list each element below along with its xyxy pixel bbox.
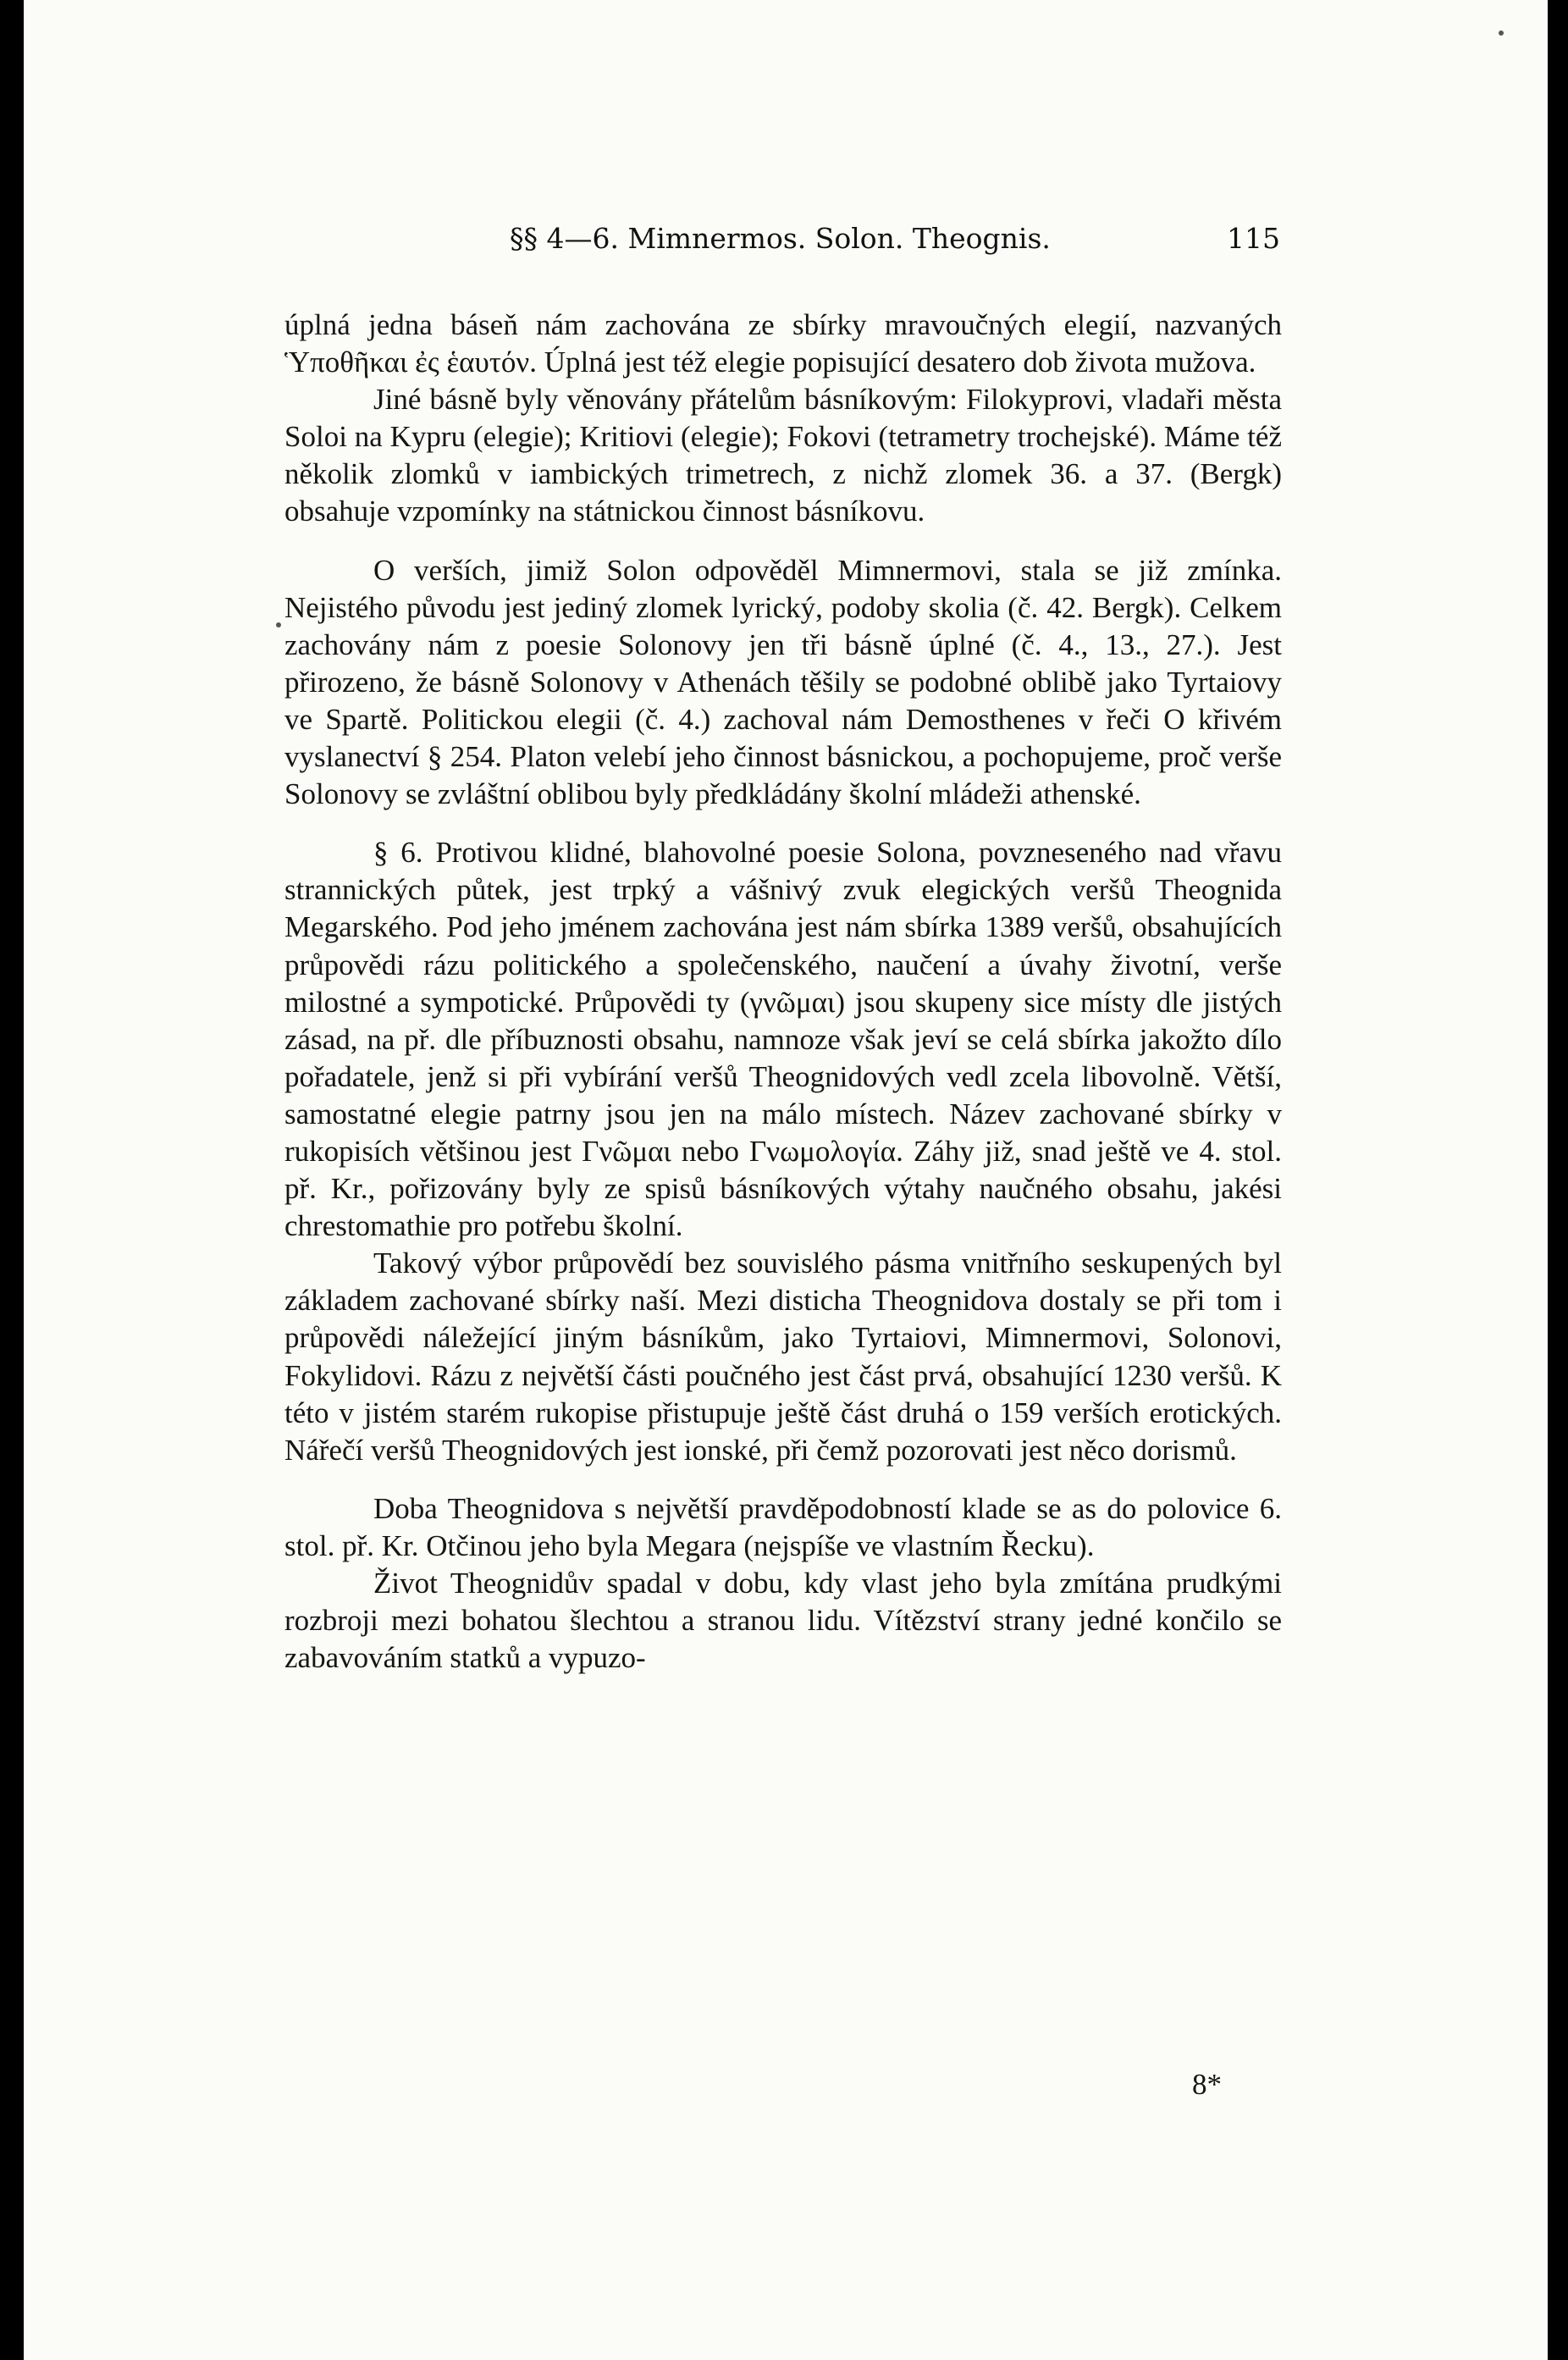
paragraph: Jiné básně byly věnovány přátelům básníkovým: Filokyprovi, vladaři města Soloi na Kypru (elegie); Kritiovi (elegie); Fokovi (tetrametry trochejské). Máme též několik zlomků v iambických trimetrech, z nichž zlomek 36. a 37. (Bergk) obsahuje vzpomínky na státnickou činnost básníkovu. [284,383,1282,528]
paragraph: Takový výbor průpovědí bez souvislého pásma vnitřního seskupených byl základem zachované sbírky naší. Mezi disticha Theognidova dostaly se při tom i průpovědi náležející jiným básníkům, jako Tyrtaiovi, Mimnermovi, Solonovi, Fokylidovi. Rázu z největší části poučného jest část prvá, obsahující 1230 veršů. K této v jistém starém rukopise přistupuje ještě část druhá o 159 verších erotických. Nářečí veršů Theognidových jest ionské, při čemž pozorovati jest něco dorismů. [284,1246,1282,1467]
paragraph: O verších, jimiž Solon odpověděl Mimnermovi, stala se již zmínka. Nejistého původu jest jediný zlomek lyrický, podoby skolia (č. 42. Bergk). Celkem zachovány nám z poesie Solonovy jen tři básně úplné (č. 4., 13., 27.). Jest přirozeno, že básně Solonovy v Athenách těšily se podobné oblibě jako Tyrtaiovy ve Spartě. Politickou elegii (č. 4.) zachoval nám Demosthenes v řeči O křivém vyslanectví § 254. Platon velebí jeho činnost básnickou, a pochopujeme, proč verše Solonovy se zvláštní oblibou byly předkládány školní mládeži athenské. [284,553,1282,811]
signature-mark: 8* [1192,2068,1222,2101]
print-speck [1499,30,1504,36]
header-title: §§ 4—6. Mimnermos. Solon. Theognis. [510,222,1051,255]
section-paragraph: § 6. Protivou klidné, blahovolné poesie Solona, povzneseného nad vřavu strannických půtek, jest trpký a vášnivý zvuk elegických veršů Theognida Megarského. Pod jeho jménem zachována jest nám sbírka 1389 veršů, obsahujících průpovědi rázu politického a společenského, naučení a úvahy životní, verše milostné a sympotické. Průpovědi ty (γνῶμαι) jsou skupeny sice místy dle jistých zásad, na př. dle příbuznosti obsahu, namnoze však jeví se celá sbírka jakožto dílo pořadatele, jenž si při vybírání veršů Theognidových vedl zcela libovolně. Větší, samostatné elegie patrny jsou jen na málo místech. Název zachované sbírky v rukopisích většinou jest Γνῶμαι nebo Γνωμολογία. Záhy již, snad ještě ve 4. stol. př. Kr., pořizovány byly ze spisů básníkových výtahy naučného obsahu, jakési chrestomathie pro potřebu školní. [284,836,1282,1243]
page-number: 115 [1227,222,1280,255]
print-speck [276,622,281,627]
paragraph: úplná jedna báseň nám zachována ze sbírky mravoučných elegií, nazvaných Ὑποθῆκαι ἐς ἑαυτόν. Úplná jest též elegie popisující desatero dob života mužova. [284,308,1282,379]
book-page [24,0,1548,2360]
paragraph: Doba Theognidova s největší pravděpodobností klade se as do polovice 6. stol. př. Kr. Otčinou jeho byla Megara (nejspíše ve vlastním Řecku). [284,1491,1282,1562]
paragraph: Život Theognidův spadal v dobu, kdy vlast jeho byla zmítána prudkými rozbroji mezi bohatou šlechtou a stranou lidu. Vítězství strany jedné končilo se zabavováním statků a vypuzo- [284,1567,1282,1675]
body-text [284,307,1282,1677]
